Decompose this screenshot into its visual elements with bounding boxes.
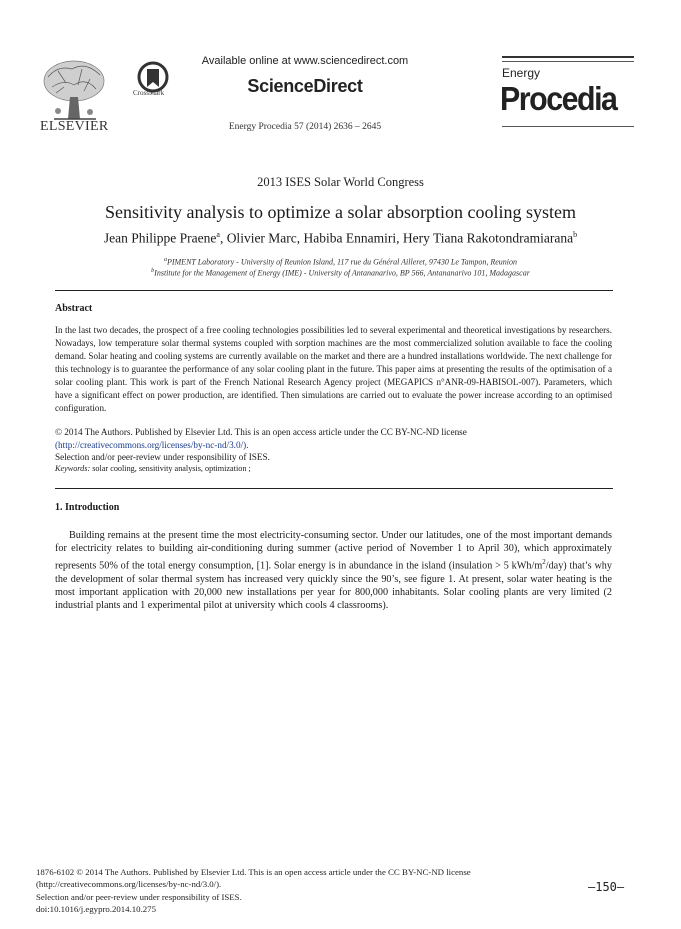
- crossmark-label: CrossMark: [133, 89, 165, 97]
- introduction-body: Building remains at the present time the most electricity-consuming sector. Under our latitudes, one of the most important demands for electricity relates to building air-conditioning during summer (active period of November 1 to April 30), which approximately represents 50% of the total energy consumption, [1]. Solar energy is in abundance in the island (insulation > 5 kWh/$m^2/day$) that’s why the development of solar thermal system has increased very quickly since the 90’s, see figure 1. At present, solar water heating is the most important application with 20,000 new installations per year for 800,000 inhabitants. Solar cooling plants are very limited (2 industrial plants and 1 experimental pilot at university which cools 4 classrooms).: [55, 530, 612, 612]
- publisher-name: ELSEVIER: [40, 119, 109, 134]
- keywords-list: solar cooling, sensitivity analysis, optimization ;: [90, 464, 251, 473]
- journal-citation: Energy Procedia 57 (2014) 2636 – 2645: [228, 122, 382, 132]
- section-divider: [55, 290, 613, 291]
- footer-peer-review: Selection and/or peer-review under responsibility of ISES.: [36, 891, 242, 902]
- license-line: © 2014 The Authors. Published by Elsevier Ltd. This is an open access article under the CC BY-NC-ND license: [55, 427, 467, 437]
- footer-issn-line: 1876-6102 © 2014 The Authors. Published by Elsevier Ltd. This is an open access article under the CC BY-NC-ND license: [36, 867, 471, 877]
- journal-logo-small: Energy: [502, 66, 541, 80]
- available-online-link[interactable]: Available online at www.sciencedirect.com: [201, 55, 409, 67]
- article-title: Sensitivity analysis to optimize a solar absorption cooling system: [105, 202, 576, 222]
- journal-logo-rule: [502, 56, 634, 58]
- license-notice: [55, 426, 615, 464]
- page-number: –150–: [588, 880, 625, 894]
- peer-review-note: Selection and/or peer-review under responsibility of ISES.: [55, 452, 270, 462]
- section-divider: [55, 488, 613, 489]
- sciencedirect-logo[interactable]: ScienceDirect: [247, 76, 363, 96]
- journal-logo-large: Procedia: [500, 80, 617, 117]
- keywords: [55, 464, 615, 473]
- affiliation-b: $^b$Institute for the Management of Energy (IME) - University of Antananarivo, BP 566, Antananarivo 101, Madagascar: [151, 268, 530, 278]
- author-sup-a: a: [216, 230, 220, 239]
- author-first: Jean Philippe Praene: [103, 230, 217, 246]
- author-list: [0, 230, 681, 247]
- journal-logo-rule: [502, 61, 634, 62]
- journal-logo-rule: [502, 126, 634, 127]
- affiliation-a: $^a$PIMENT Laboratory - University of Reunion Island, 117 rue du Général Ailleret, 97430 Le Tampon, Reunion: [163, 257, 518, 267]
- footer-license-link[interactable]: (http://creativecommons.org/licenses/by-nc-nd/3.0/).: [36, 879, 222, 890]
- author-rest: , Olivier Marc, Habiba Ennamiri, Hery Tiana Rakotondramiarana: [219, 230, 574, 246]
- author-sup-b: b: [573, 230, 578, 239]
- license-link[interactable]: (http://creativecommons.org/licenses/by-nc-nd/3.0/).: [55, 439, 249, 450]
- abstract-heading: Abstract: [55, 303, 93, 314]
- footer-notice: [36, 866, 596, 915]
- abstract-body: In the last two decades, the prospect of a free cooling technologies possibilities led to several experimental and theoretical investigations by researchers. Nowadays, low temperature solar thermal systems coupled with sorption machines are the most commercialized solution available to face the cooling demand. Solar heating and cooling systems are currently available on the market and there are a hundred installations worldwide. The next challenge for this technology is to guarantee the performance of any solar cooling plant in the future. This paper aims at presenting the results of the optimisation of a solar cooling plant. This work is part of the French National Research Agency project (MEGAPICS n°ANR-09-HABISOL-007). Parameters, which have a significant effect on power production, are identified. Then simulations are carried out to evaluate the power increase according to an optimised configuration.: [55, 325, 612, 413]
- keywords-label: Keywords:: [55, 464, 91, 473]
- introduction-heading: 1. Introduction: [55, 502, 120, 513]
- congress-name: 2013 ISES Solar World Congress: [257, 175, 424, 189]
- footer-doi[interactable]: doi:10.1016/j.egypro.2014.10.275: [36, 903, 156, 914]
